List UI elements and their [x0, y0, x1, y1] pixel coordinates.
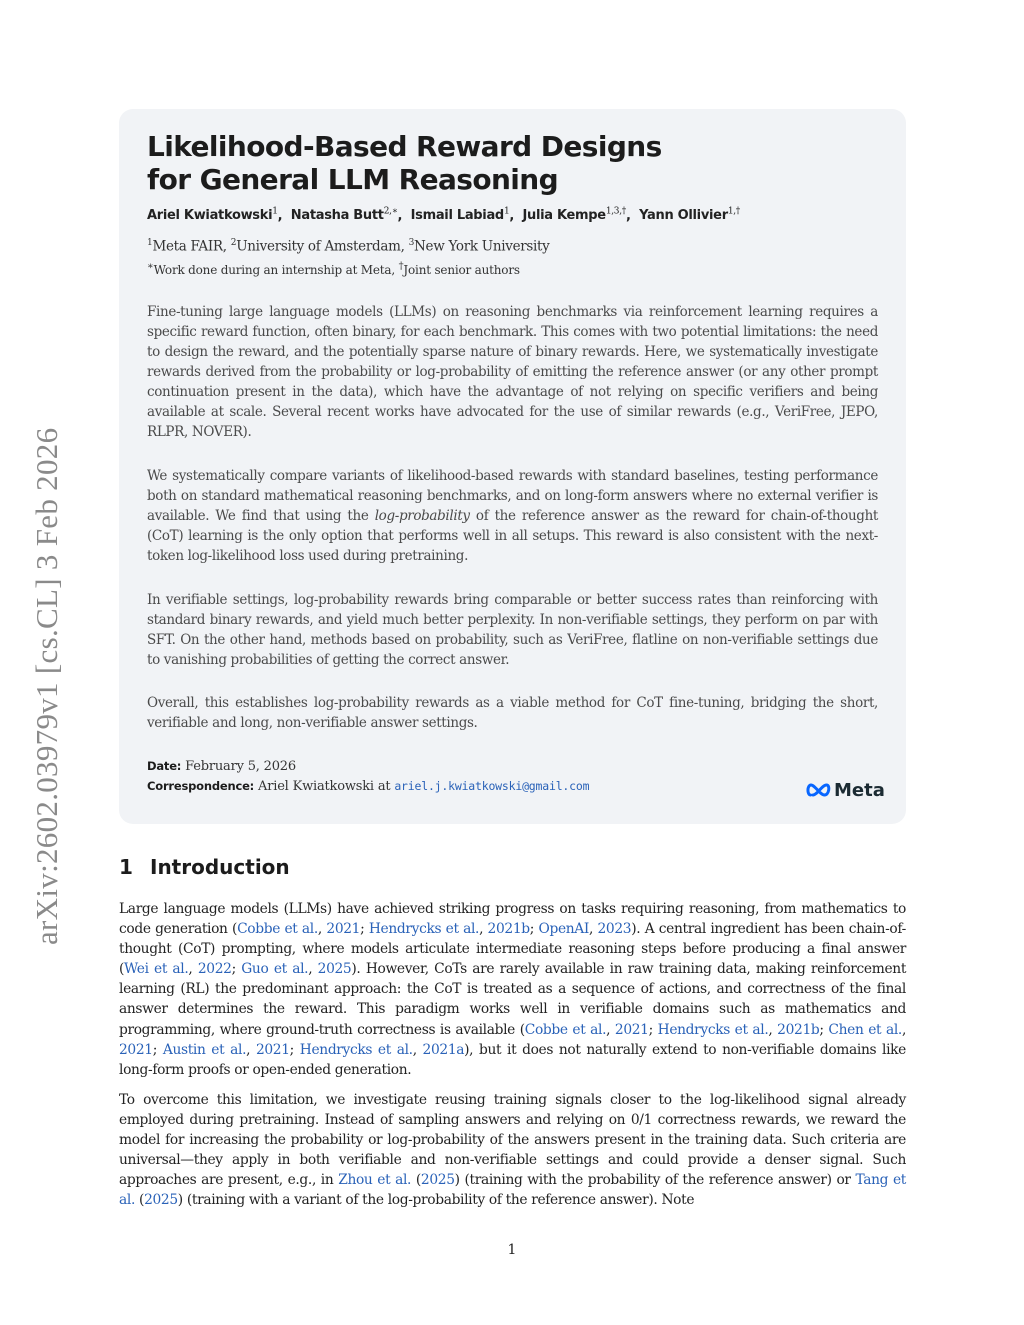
citation-link[interactable]: Zhou et al.	[338, 1172, 412, 1189]
body-text: Large language models (LLMs) have achieved striking progress on tasks requiring reasoning, from mathematics to code generation (	[119, 901, 906, 938]
body-text: To overcome this limitation, we investigate reusing training signals closer to the log-likelihood signal already employed during pretraining. Instead of sampling answers and relying on 0/1 correctness rewards, we reward the model for increasing the probability or log-probability of the answers present in the training data. Such criteria are universal—they apply in both verifiable and non-verifiable settings and could provide a denser signal. Such approaches are present, e.g., in	[119, 1092, 906, 1189]
citation-link[interactable]: 2021	[255, 1041, 290, 1058]
body-text: ,	[589, 921, 598, 938]
citation-link[interactable]: 2021	[326, 921, 361, 938]
page-number: 1	[507, 1242, 517, 1258]
citation-link[interactable]: Chen et al.	[828, 1021, 902, 1038]
correspondence-line	[147, 779, 797, 794]
citation-link[interactable]: 2021a	[422, 1041, 465, 1058]
citation-link[interactable]: Wei et al.	[124, 961, 189, 978]
citation-link[interactable]: 2022	[197, 961, 232, 978]
body-text: ). However, CoTs are rarely available in raw training data, making reinforcement learning (RL) the predominant approach: the CoT is treated as a sequence of actions, and correctness of the final answer determines the reward. This paradigm works well in verifiable domains such as mathematics and programming, where ground-truth correctness is available (	[119, 961, 907, 1038]
author: Yann Ollivier$^{1,\dagger}$	[639, 207, 740, 224]
section-number: 1	[119, 855, 133, 879]
section-heading	[119, 855, 290, 879]
citation-link[interactable]: 2021b	[777, 1021, 820, 1038]
citation-link[interactable]: Hendrycks et al.	[299, 1041, 413, 1058]
citation-link[interactable]: OpenAI	[538, 921, 590, 938]
date-label: Date:	[147, 759, 182, 773]
citation-link[interactable]: 2023	[597, 921, 632, 938]
body-text: ), but it does not naturally extend to non-verifiable domains like long-form proofs or open-ended generation.	[119, 1041, 906, 1078]
body-text: (	[411, 1172, 421, 1189]
body-text: ;	[360, 921, 369, 938]
body-text: ,	[606, 1021, 615, 1038]
citation-link[interactable]: Guo et al.	[241, 961, 309, 978]
citation-link[interactable]: 2021b	[487, 921, 530, 938]
body-text: ;	[529, 921, 539, 938]
body-text: ) (training with a variant of the log-probability of the reference answer). Note	[177, 1192, 695, 1209]
abstract-paragraph-4: Overall, this establishes log-probability rewards as a viable method for CoT fine-tuning, bridging the short, verifiable and long, non-verifiable answer settings.	[147, 695, 878, 731]
body-text: ;	[231, 961, 242, 978]
citation-link[interactable]: 2025	[317, 961, 352, 978]
body-text: ,	[768, 1021, 778, 1038]
section-title: Introduction	[150, 855, 290, 879]
body-text: ;	[819, 1021, 829, 1038]
author-list: Ariel Kwiatkowski$^1$, Natasha Butt$^{2,∗}$, Ismail Labiad$^1$, Julia Kempe$^{1,3,\dagger}$, Yann Ollivier$^{1,\dagger}$	[147, 207, 740, 224]
citation-link[interactable]: 2025	[420, 1172, 455, 1189]
citation-link[interactable]: Hendrycks et al.	[657, 1021, 769, 1038]
citation-link[interactable]: Tang et al.	[119, 1172, 906, 1209]
citation-link[interactable]: 2021	[119, 1041, 153, 1058]
author: Julia Kempe$^{1,3,\dagger}$	[522, 207, 626, 224]
citation-link[interactable]: Cobbe et al.	[237, 921, 318, 938]
arxiv-identifier: arXiv:2602.03979v1 [cs.CL] 3 Feb 2026	[29, 427, 64, 945]
abstract-paragraph-2: We systematically compare variants of likelihood-based rewards with standard baselines, testing performance both on standard mathematical reasoning benchmarks, and on long-form answers where no external verifier is available. We find that using the log-probability of the reference answer as the reward for chain-of-thought (CoT) learning is the only option that performs well in all setups. This reward is also consistent with the next-token log-likelihood loss used during pretraining.	[147, 468, 878, 564]
body-text: ,	[246, 1041, 256, 1058]
correspondence-label: Correspondence:	[147, 779, 255, 793]
body-text: ). A central ingredient has been chain-of-thought (CoT) prompting, where models articulate intermediate reasoning steps before producing a final answer (	[119, 921, 906, 978]
abstract-paragraph-1: Fine-tuning large language models (LLMs) on reasoning benchmarks via reinforcement learning requires a specific reward function, often binary, for each benchmark. This comes with two potential limitations: the need to design the reward, and the potentially sparse nature of binary rewards. Here, we systematically investigate rewards derived from the probability or log-probability of emitting the reference answer (or any other prompt continuation present in the data), which have the advantage of not relying on specific verifiers and being available at scale. Several recent works have advocated for the use of similar rewards (e.g., VeriFree, JEPO, RLPR, NOVER).	[147, 304, 878, 440]
date-line	[147, 759, 797, 774]
author: Ariel Kwiatkowski$^1$	[147, 207, 278, 224]
body-text: ,	[901, 1021, 906, 1038]
citation-link[interactable]: Hendrycks et al.	[368, 921, 480, 938]
citation-link[interactable]: Cobbe et al.	[524, 1021, 607, 1038]
author: Ismail Labiad$^1$	[410, 207, 510, 224]
abstract-paragraph-3: In verifiable settings, log-probability rewards bring comparable or better success rates than reinforcing with standard binary rewards, and yield much better perplexity. In non-verifiable settings, they perform on par with SFT. On the other hand, methods based on probability, such as VeriFree, flatline on non-verifiable settings due to vanishing probabilities of getting the correct answer.	[147, 592, 878, 668]
citation-link[interactable]: 2021	[614, 1021, 649, 1038]
correspondence-name: Ariel Kwiatkowski at	[258, 779, 395, 794]
body-text: ,	[308, 961, 318, 978]
citation-link[interactable]: Austin et al.	[162, 1041, 247, 1058]
body-text: ,	[188, 961, 198, 978]
correspondence-email-link[interactable]: ariel.j.kwiatkowski@gmail.com	[394, 779, 590, 793]
intro-paragraph-2	[119, 1090, 906, 1211]
body-text: ) (training with the probability of the reference answer) or	[454, 1172, 856, 1189]
meta-infinity-icon	[806, 782, 832, 798]
title-line-1: Likelihood-Based Reward Designs	[147, 130, 662, 163]
body-text: ,	[412, 1041, 423, 1058]
body-text: ,	[317, 921, 327, 938]
meta-logo-text: Meta	[834, 779, 885, 801]
citation-link[interactable]: 2025	[144, 1192, 178, 1209]
body-text: (	[134, 1192, 145, 1209]
intro-paragraph-1	[119, 899, 906, 1080]
author-notes: ∗Work done during an internship at Meta, †Joint senior authors	[147, 261, 520, 277]
affiliations: $^1$Meta FAIR, $^2$University of Amsterdam, $^3$New York University	[147, 238, 550, 255]
date-value: February 5, 2026	[185, 759, 296, 774]
title-line-2: for General LLM Reasoning	[147, 163, 559, 196]
body-text: ,	[479, 921, 488, 938]
body-text: ;	[648, 1021, 658, 1038]
body-text: ;	[289, 1041, 300, 1058]
paper-title	[147, 130, 867, 196]
body-text: ;	[152, 1041, 163, 1058]
author: Natasha Butt$^{2,∗}$	[290, 207, 398, 224]
meta-logo	[806, 779, 885, 801]
